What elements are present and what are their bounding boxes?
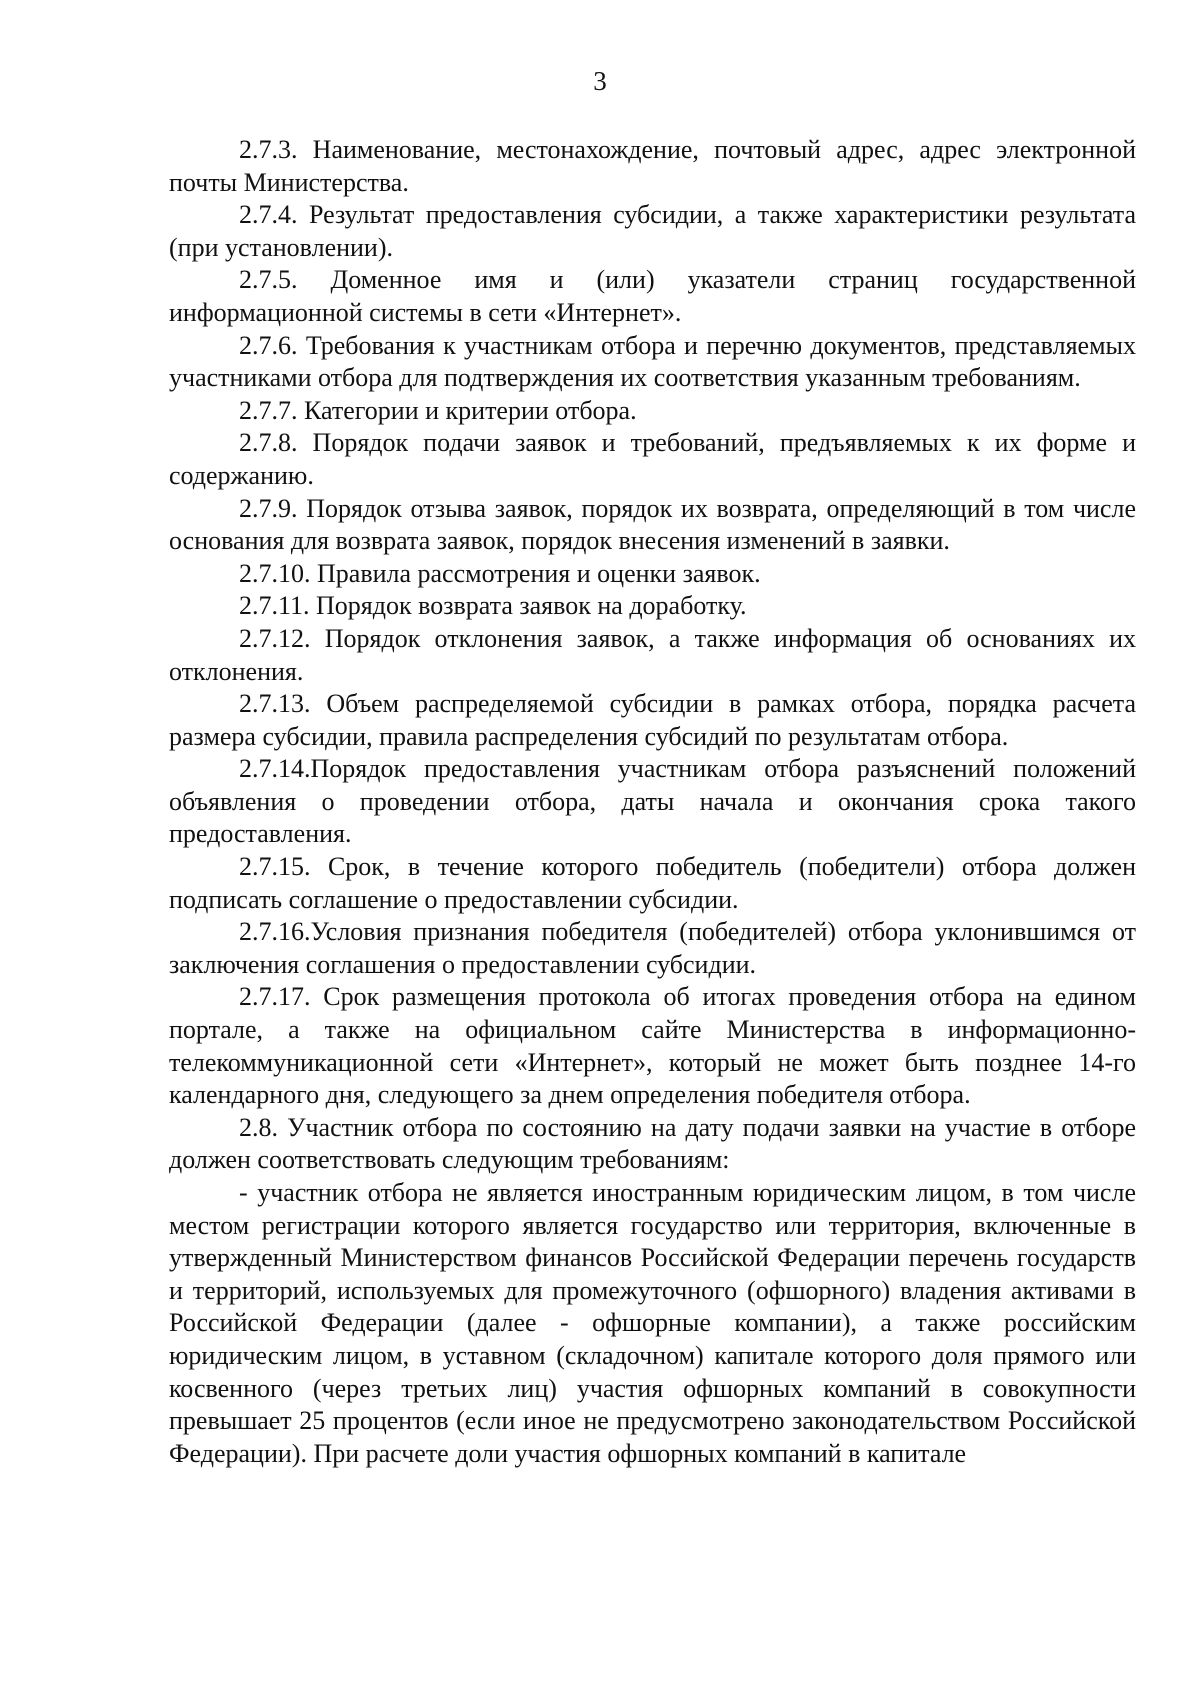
paragraph-2-7-11: 2.7.11. Порядок возврата заявок на доработку. — [239, 591, 747, 621]
paragraph-2-7-17: 2.7.17. Срок размещения протокола об итогах проведения отбора на едином портале, а также на официальном сайте Министерства в информационно-телекоммуникационной сети «Интернет», который не может быть позднее 14-го календарного дня, следующего за днем определения победителя отбора. — [169, 982, 1136, 1110]
paragraph-2-7-13: 2.7.13. Объем распределяемой субсидии в рамках отбора, порядка расчета размера субсидии, правила распределения субсидий по результатам отбора. — [169, 689, 1136, 751]
paragraph-2-7-16: 2.7.16.Условия признания победителя (победителей) отбора уклонившимся от заключения соглашения о предоставлении субсидии. — [169, 917, 1136, 979]
paragraph-2-7-4: 2.7.4. Результат предоставления субсидии, а также характеристики результата (при установлении). — [169, 200, 1136, 262]
list-item-offshore-requirement: - участник отбора не является иностранным юридическим лицом, в том числе местом регистрации которого является государство или территория, включенные в утвержденный Министерством финансов Российской Федерации перечень государств и территорий, используемых для промежуточного (офшорного) владения активами в Российской Федерации (далее - офшорные компании), а также российским юридическим лицом, в уставном (складочном) капитале которого доля прямого или косвенного (через третьих лиц) участия офшорных компаний в совокупности превышает 25 процентов (если иное не предусмотрено законодательством Российской Федерации). При расчете доли участия офшорных компаний в капитале — [169, 1178, 1136, 1468]
document-body — [169, 134, 1136, 1470]
paragraph-2-7-10: 2.7.10. Правила рассмотрения и оценки заявок. — [239, 558, 761, 588]
paragraph-2-7-6: 2.7.6. Требования к участникам отбора и перечню документов, представляемых участниками отбора для подтверждения их соответствия указанным требованиям. — [169, 330, 1136, 393]
page-number: 3 — [593, 66, 607, 96]
paragraph-2-7-5: 2.7.5. Доменное имя и (или) указатели страниц государственной информационной системы в сети «Интернет». — [169, 265, 1136, 327]
paragraph-2-8: 2.8. Участник отбора по состоянию на дату подачи заявки на участие в отборе должен соответствовать следующим требованиям: — [169, 1112, 1136, 1175]
paragraph-2-7-3: 2.7.3. Наименование, местонахождение, почтовый адрес, адрес электронной почты Министерства. — [169, 135, 1136, 197]
paragraph-2-7-8: 2.7.8. Порядок подачи заявок и требований, предъявляемых к их форме и содержанию. — [169, 428, 1136, 490]
paragraph-2-7-12: 2.7.12. Порядок отклонения заявок, а также информация об основаниях их отклонения. — [169, 623, 1136, 686]
paragraph-2-7-7: 2.7.7. Категории и критерии отбора. — [239, 395, 637, 425]
paragraph-2-7-14: 2.7.14.Порядок предоставления участникам отбора разъяснений положений объявления о проведении отбора, даты начала и окончания срока такого предоставления. — [169, 754, 1136, 849]
paragraph-2-7-15: 2.7.15. Срок, в течение которого победитель (победители) отбора должен подписать соглашение о предоставлении субсидии. — [169, 852, 1136, 914]
paragraph-2-7-9: 2.7.9. Порядок отзыва заявок, порядок их возврата, определяющий в том числе основания для возврата заявок, порядок внесения изменений в заявки. — [169, 493, 1136, 556]
